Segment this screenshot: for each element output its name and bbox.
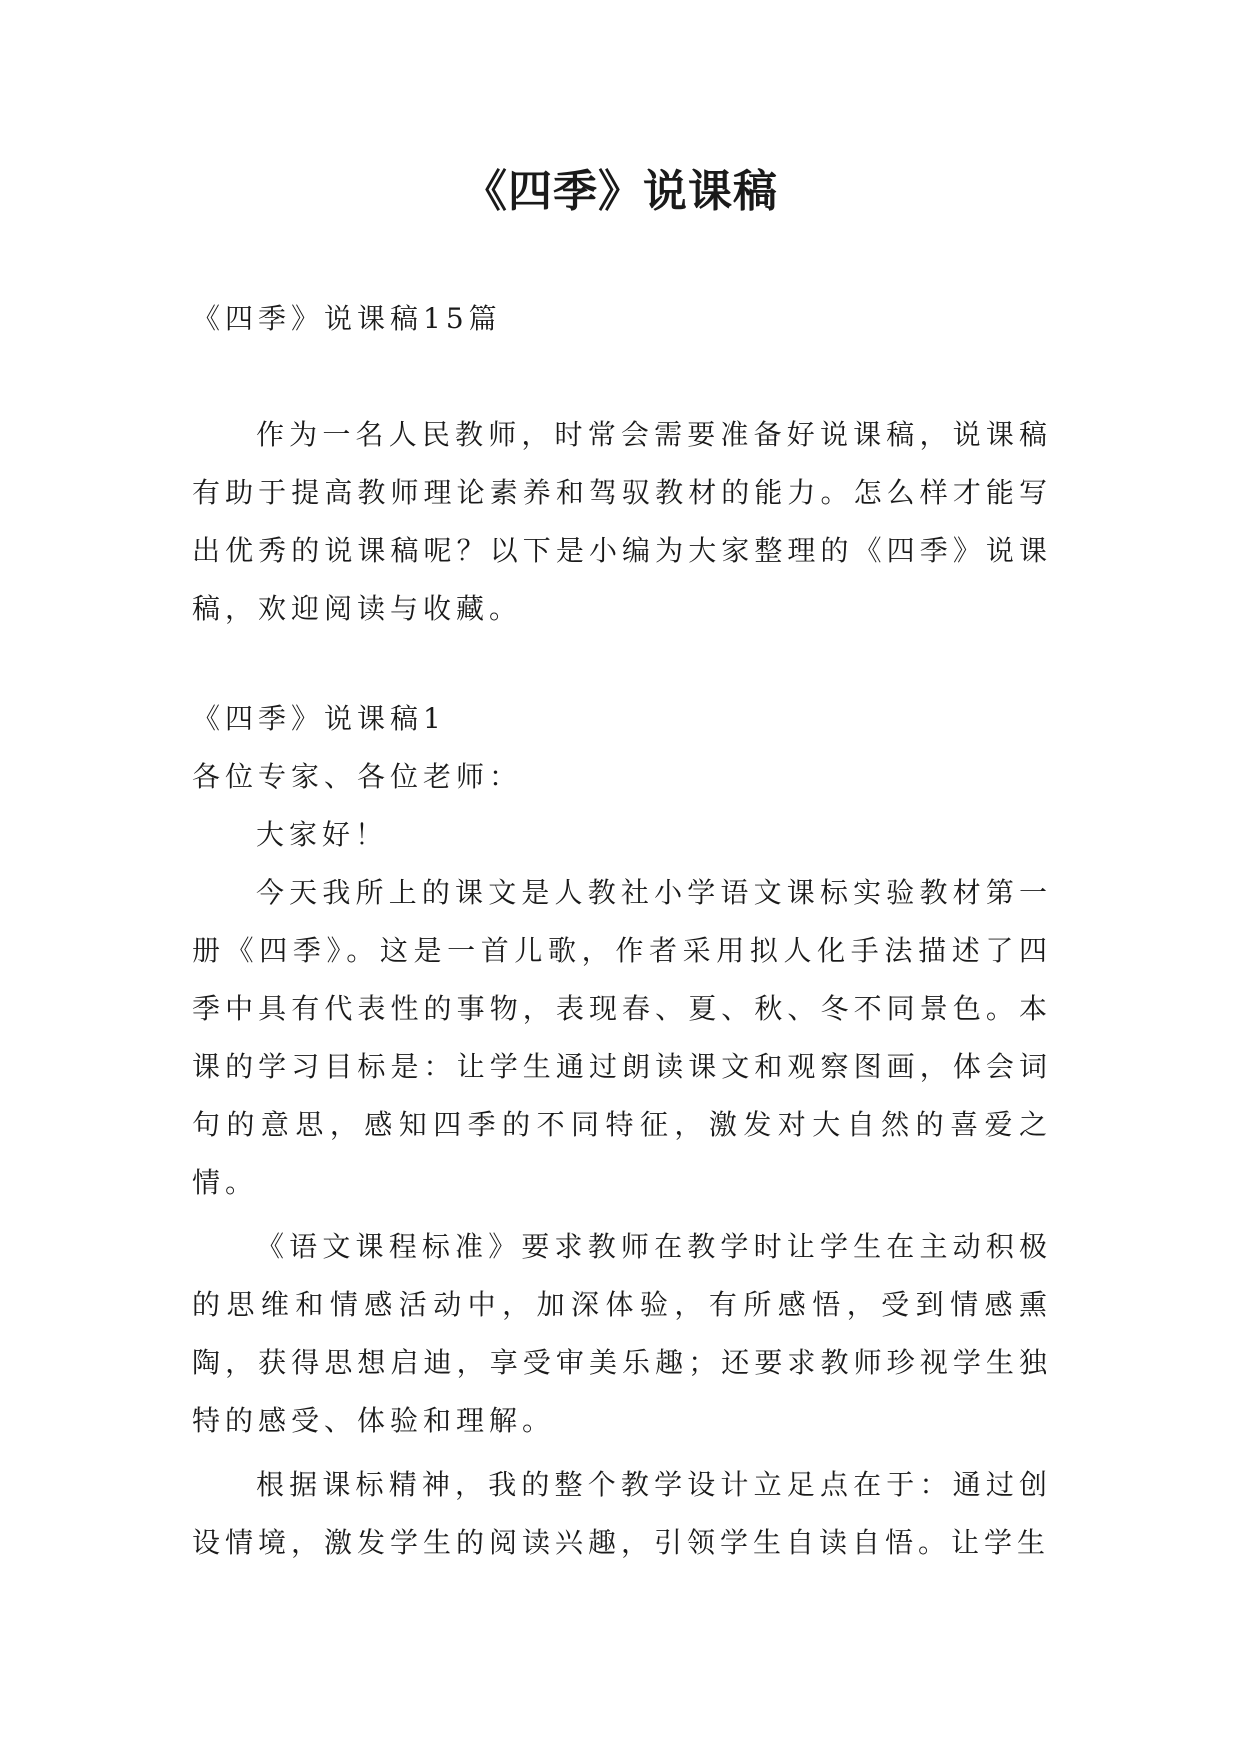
intro-paragraph: 作为一名人民教师，时常会需要准备好说课稿，说课稿有助于提高教师理论素养和驾驭教材的能力。怎么样才能写出优秀的说课稿呢？以下是小编为大家整理的《四季》说课稿，欢迎阅读与收藏。 xyxy=(192,418,1052,625)
subtitle: 《四季》说课稿15篇 xyxy=(192,302,502,335)
body-paragraph: 今天我所上的课文是人教社小学语文课标实验教材第一册《四季》。这是一首儿歌，作者采用拟人化手法描述了四季中具有代表性的事物，表现春、夏、秋、冬不同景色。本课的学习目标是：让学生通过朗读课文和观察图画，体会词句的意思，感知四季的不同特征，激发对大自然的喜爱之情。 xyxy=(192,876,1052,1199)
section-heading: 《四季》说课稿1 xyxy=(192,702,446,735)
document-body xyxy=(192,290,1052,1572)
greeting: 大家好！ xyxy=(256,818,389,851)
salutation: 各位专家、各位老师： xyxy=(192,760,523,793)
body-paragraph: 《语文课程标准》要求教师在教学时让学生在主动积极的思维和情感活动中，加深体验，有所感悟，受到情感熏陶，获得思想启迪，享受审美乐趣；还要求教师珍视学生独特的感受、体验和理解。 xyxy=(192,1230,1052,1437)
body-paragraph: 根据课标精神，我的整个教学设计立足点在于：通过创设情境，激发学生的阅读兴趣，引领学生自读自悟。让学生 xyxy=(192,1468,1052,1559)
document-title: 《四季》说课稿 xyxy=(463,166,778,217)
